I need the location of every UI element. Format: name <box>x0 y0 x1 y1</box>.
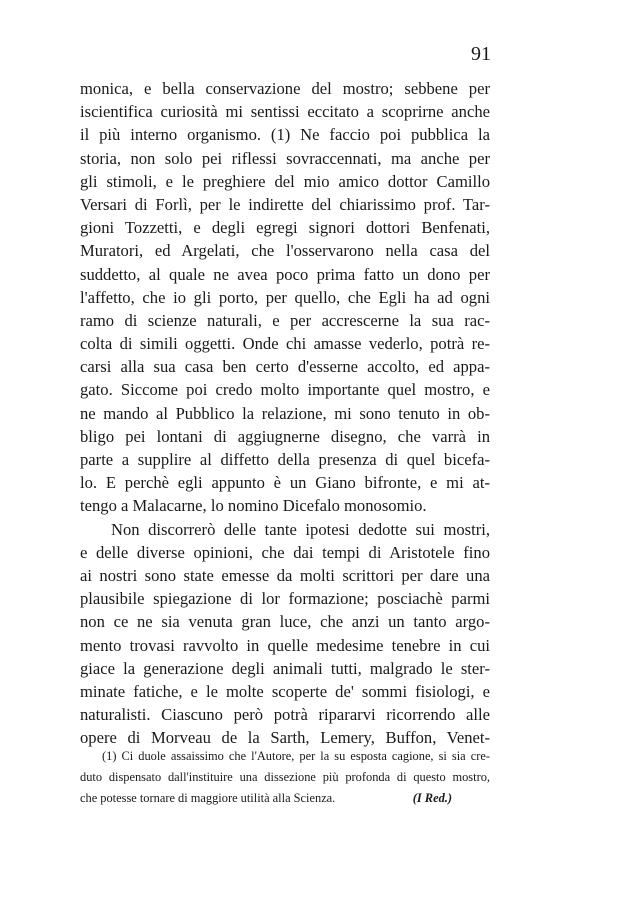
text-line: parte a supplire al diffetto della presenza di quel bicefa- <box>80 450 490 469</box>
text-line: carsi alla sua casa ben certo d'esserne accolto, ed appa- <box>80 357 490 377</box>
footnote-signature: (I Red.) <box>412 791 452 805</box>
text-line: naturalisti. Ciascuno però potrà ripararvi ricorrendo alle <box>80 705 490 725</box>
text-line: Non discorrerò delle tante ipotesi dedotte sui mostri, <box>111 519 490 539</box>
text-line: giace la generazione degli animali tutti, malgrado le ster- <box>80 658 490 678</box>
text-line: ai nostri sono state emesse da molti scrittori per dare una <box>80 565 490 585</box>
text-line: non ce ne sia venuta gran luce, che anzi un tanto argo- <box>80 612 490 632</box>
text-line: plausibile spiegazione di lor formazione; posciachè parmi <box>80 589 490 609</box>
text-line: colta di simili oggetti. Onde chi amasse vederlo, potrà re- <box>80 334 490 354</box>
text-line: Muratori, ed Argelati, che l'osservarono nella casa del <box>80 241 490 261</box>
text-line: tengo a Malacarne, lo nomino Dicefalo monosomio. <box>80 496 427 516</box>
text-line: gli stimoli, e le preghiere del mio amico dottor Camillo <box>80 171 490 191</box>
text-line: suddetto, al quale ne avea poco prima fatto un dono per <box>80 264 490 284</box>
page-number: 91 <box>471 43 491 65</box>
text-line: e delle diverse opinioni, che dai tempi di Aristotele fino <box>80 542 490 562</box>
text-line: l'affetto, che io gli porto, per quello, che Egli ha ad ogni <box>80 287 490 307</box>
text-line: minate fatiche, e le molte scoperte de' sommi fisiologi, e <box>80 681 490 701</box>
text-line: opere di Morveau de la Sarth, Lemery, Buffon, Venet- <box>80 728 490 748</box>
text-line: bligo pei lontani di aggiugnerne disegno, che varrà in <box>80 426 490 446</box>
text-line: mento trovasi ravvolto in quelle medesime tenebre in cui <box>80 635 490 655</box>
footnote-line <box>80 788 490 809</box>
main-text <box>80 77 490 749</box>
text-line: lo. E perchè egli appunto è un Giano bifronte, e mi at- <box>80 473 490 493</box>
footnote-line-text: che potesse tornare di maggiore utilità alla Scienza. <box>80 791 336 805</box>
footnote-line: (1) Ci duole assaissimo che l'Autore, per la su esposta cagione, si sia cre- <box>102 749 490 763</box>
footnote-line: duto dispensato dall'instituire una dissezione più profonda di questo mostro, <box>80 770 490 784</box>
text-line: iscientifica curiosità mi sentissi eccitato a scoprirne anche <box>80 102 490 122</box>
text-line: monica, e bella conservazione del mostro; sebbene per <box>80 79 490 98</box>
text-line: il più interno organismo. (1) Ne faccio poi pubblica la <box>80 125 490 145</box>
text-line: ramo di scienze naturali, e per accrescerne la sua rac- <box>80 310 490 330</box>
footnote <box>80 746 490 809</box>
text-line: ne mando al Pubblico la relazione, mi sono tenuto in ob- <box>80 403 490 423</box>
text-line: storia, non solo pei riflessi sovraccennati, ma anche per <box>80 148 490 168</box>
text-line: Versari di Forlì, per le indirette del chiarissimo prof. Tar- <box>80 194 490 214</box>
text-line: gioni Tozzetti, e degli egregi signori dottori Benfenati, <box>80 218 490 238</box>
text-line: gato. Siccome poi credo molto importante quel mostro, e <box>80 380 490 400</box>
